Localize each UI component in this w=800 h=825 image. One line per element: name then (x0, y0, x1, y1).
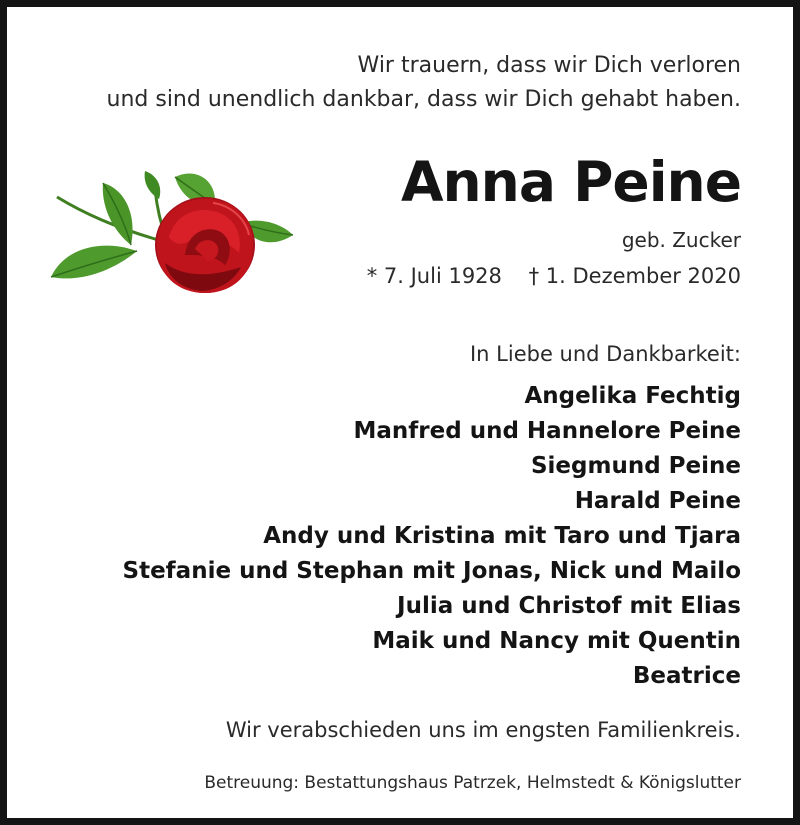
deceased-name: Anna Peine (400, 150, 741, 214)
header-line-1: Wir trauern, dass wir Dich verloren (357, 53, 741, 78)
mourner-name: Beatrice (632, 663, 741, 689)
red-rose-icon (45, 159, 297, 299)
birth-date: * 7. Juli 1928 (366, 264, 502, 288)
death-date: † 1. Dezember 2020 (528, 264, 741, 288)
farewell-note: Wir verabschieden uns im engsten Familienkreis. (225, 718, 741, 742)
mourner-name: Angelika Fechtig (524, 383, 741, 409)
mourner-name: Andy und Kristina mit Taro und Tjara (263, 523, 741, 549)
header-line-2: und sind unendlich dankbar, dass wir Dich gehabt haben. (106, 87, 741, 112)
funeral-home-footer: Betreuung: Bestattungshaus Patrzek, Helmstedt & Königslutter (204, 773, 741, 793)
mourner-name: Siegmund Peine (530, 453, 741, 479)
mourner-name: Maik und Nancy mit Quentin (372, 628, 741, 654)
life-dates (367, 266, 741, 287)
mourners-intro: In Liebe und Dankbarkeit: (469, 342, 741, 366)
mourner-name: Harald Peine (574, 488, 741, 514)
mourner-name: Stefanie und Stephan mit Jonas, Nick und Mailo (122, 558, 741, 584)
mourner-name: Julia und Christof mit Elias (397, 593, 741, 619)
mourner-name: Manfred und Hannelore Peine (353, 418, 741, 444)
birth-name: geb. Zucker (621, 228, 741, 252)
